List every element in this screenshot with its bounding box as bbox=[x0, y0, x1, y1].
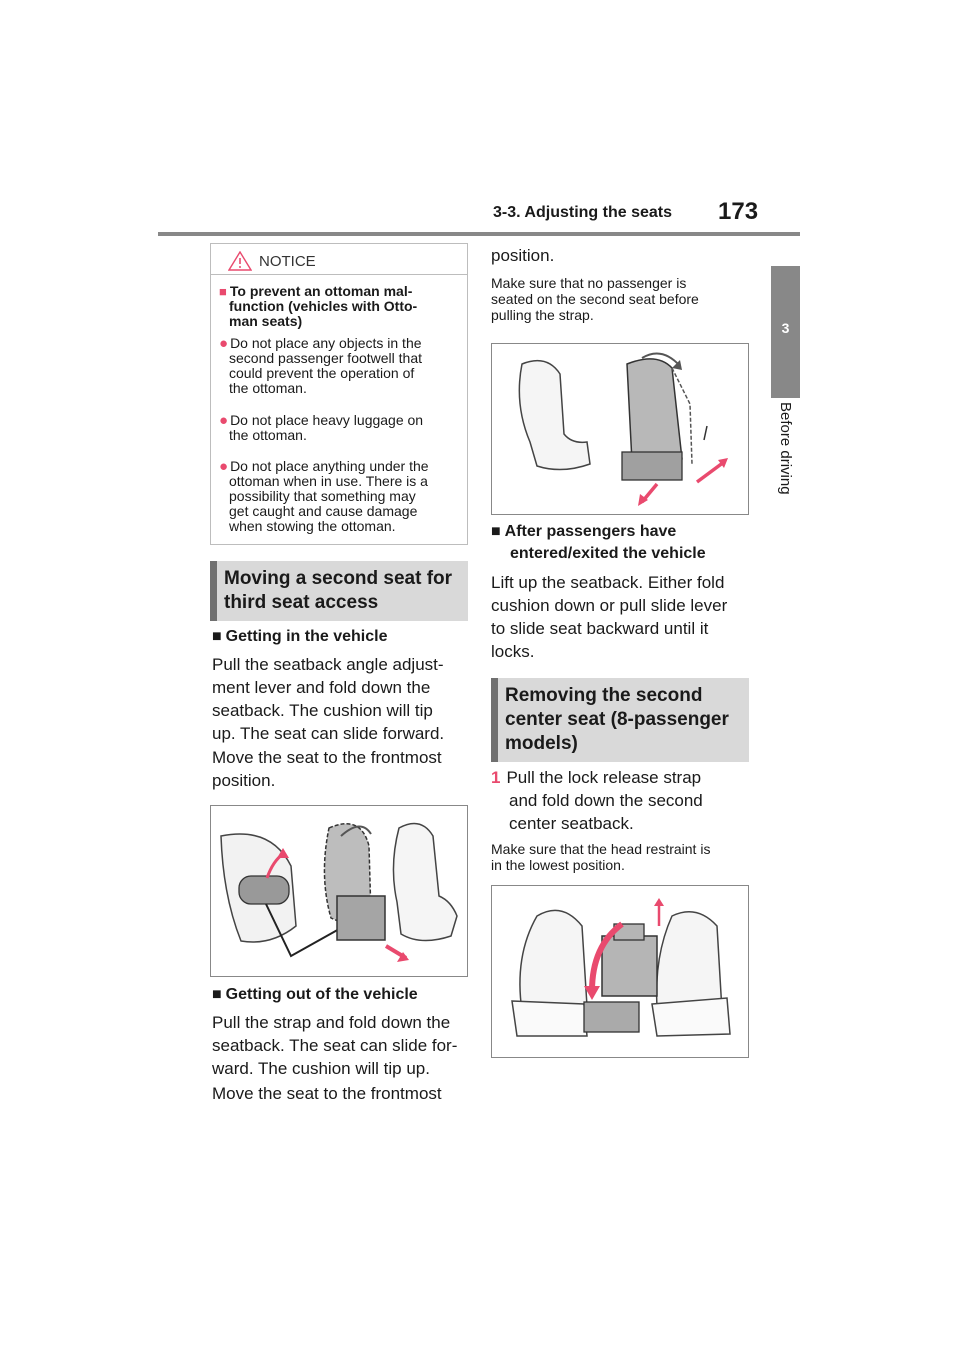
bullet-icon: ● bbox=[219, 412, 229, 429]
seat-illustration bbox=[492, 886, 748, 1057]
notice-header bbox=[211, 244, 467, 275]
paragraph-continued: position. bbox=[491, 246, 555, 265]
figure-seat-fold bbox=[210, 805, 468, 977]
note: Make sure that the head restraint is in the lowest position. bbox=[491, 841, 711, 873]
heading-bar bbox=[491, 678, 498, 762]
subheading-getting-in: ■ Getting in the vehicle bbox=[212, 628, 388, 645]
square-bullet-icon: ■ bbox=[219, 284, 227, 299]
paragraph: Pull the strap and fold down the seatback. The seat can slide for- ward. The cushion will tip up. bbox=[212, 1013, 458, 1078]
paragraph: Lift up the seatback. Either fold cushion down or pull slide lever to slide seat backward until it locks. bbox=[491, 573, 728, 661]
square-bullet-icon: ■ bbox=[491, 523, 501, 540]
paragraph: Move the seat to the frontmost bbox=[212, 1084, 442, 1103]
step-number: 1 bbox=[491, 768, 501, 787]
warning-triangle-icon bbox=[228, 251, 252, 271]
notice-heading: ■ To prevent an ottoman mal- function (vehicles with Otto- man seats) bbox=[219, 283, 418, 329]
section-heading: Removing the second center seat (8-passenger models) bbox=[491, 678, 749, 762]
figure-seat-strap bbox=[491, 343, 749, 515]
notice-title: NOTICE bbox=[259, 253, 316, 270]
square-bullet-icon: ■ bbox=[212, 986, 222, 1003]
header-rule bbox=[158, 232, 800, 236]
paragraph: Pull the seatback angle adjust- ment lever and fold down the seatback. The cushion will tip up. The seat can slide forward. bbox=[212, 655, 445, 743]
heading-bar bbox=[210, 561, 217, 621]
subheading-after: ■ After passengers have entered/exited the vehicle bbox=[491, 523, 706, 562]
bullet-icon: ● bbox=[219, 335, 229, 352]
page-number: 173 bbox=[718, 198, 759, 225]
seat-illustration bbox=[211, 806, 467, 976]
section-heading: Moving a second seat for third seat access bbox=[210, 561, 468, 621]
chapter-number: 3 bbox=[781, 320, 790, 336]
figure-center-seat bbox=[491, 885, 749, 1058]
step-1: 1 Pull the lock release strap and fold down the second center seatback. bbox=[491, 768, 703, 833]
notice-item: ● Do not place anything under the ottoman when in use. There is a possibility that something may get caught and cause damage when stowing the ottoman. bbox=[219, 458, 429, 534]
section-title: 3-3. Adjusting the seats bbox=[493, 204, 672, 221]
notice-item: ● Do not place any objects in the second passenger footwell that could prevent the operation of the ottoman. bbox=[219, 335, 423, 396]
chapter-title: Before driving bbox=[777, 402, 794, 495]
square-bullet-icon: ■ bbox=[212, 628, 222, 645]
seat-illustration bbox=[492, 344, 748, 514]
notice-item: ● Do not place heavy luggage on the ottoman. bbox=[219, 412, 424, 443]
bullet-icon: ● bbox=[219, 458, 229, 475]
paragraph: Move the seat to the frontmost position. bbox=[212, 748, 442, 790]
note: Make sure that no passenger is seated on the second seat before pulling the strap. bbox=[491, 275, 699, 323]
notice-box bbox=[210, 243, 468, 545]
subheading-getting-out: ■ Getting out of the vehicle bbox=[212, 986, 418, 1003]
